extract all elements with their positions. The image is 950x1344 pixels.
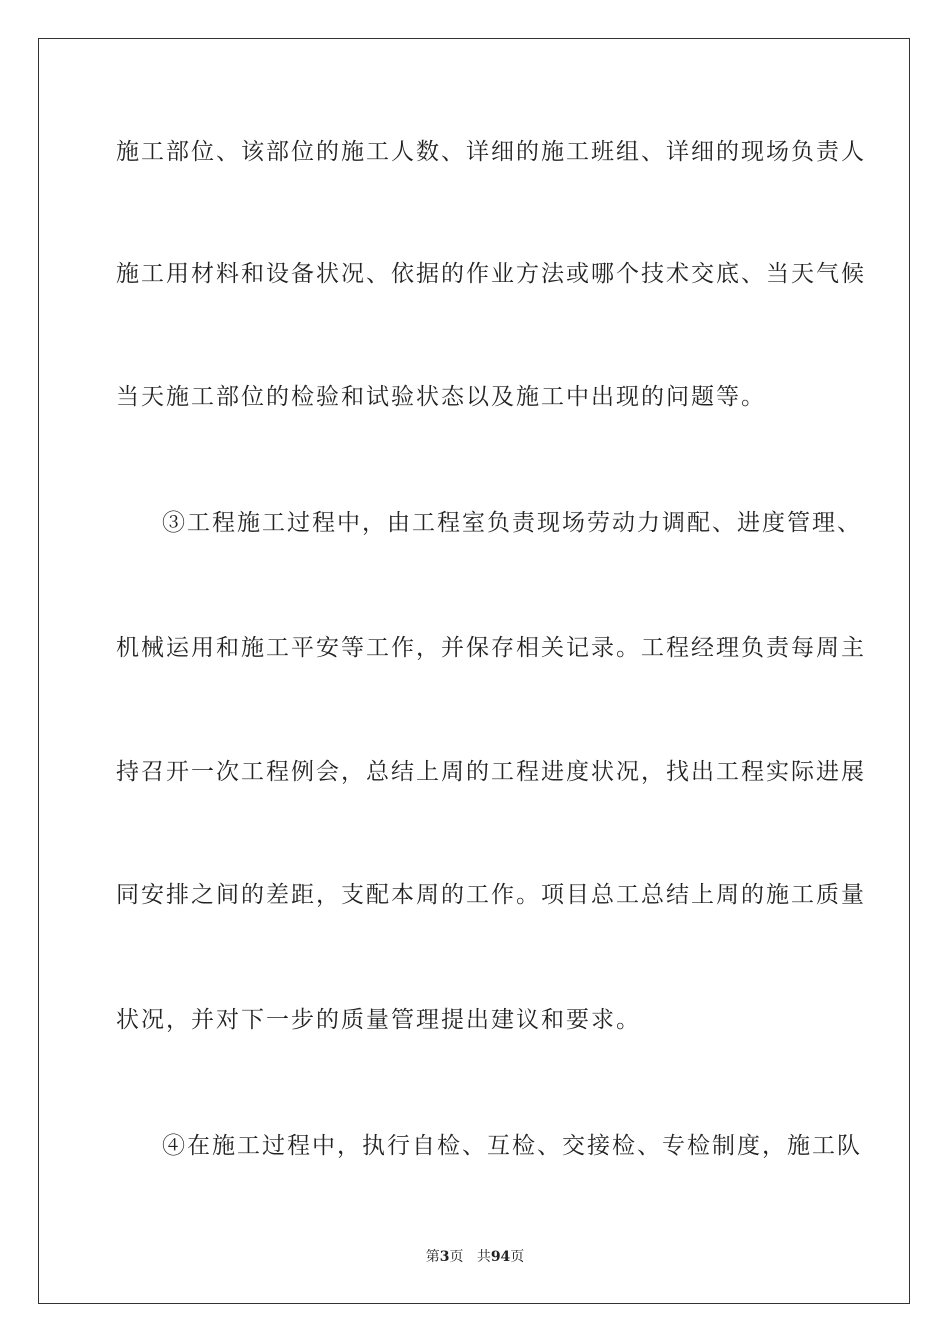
page-footer [0, 1248, 950, 1266]
body-line-8: 状况，并对下一步的质量管理提出建议和要求。 [116, 1007, 641, 1033]
body-line-1: 施工部位、该部位的施工人数、详细的施工班组、详细的现场负责人 [116, 139, 866, 165]
total-pages-number: 94 [490, 1249, 511, 1265]
footer-prefix: 第 [425, 1249, 440, 1265]
body-line-5: 机械运用和施工平安等工作，并保存相关记录。工程经理负责每周主 [116, 635, 866, 661]
body-line-7: 同安排之间的差距，支配本周的工作。项目总工总结上周的施工质量 [116, 882, 866, 908]
current-page-number: 3 [439, 1249, 450, 1265]
body-line-6: 持召开一次工程例会，总结上周的工程进度状况，找出工程实际进展 [116, 759, 866, 785]
footer-page-suffix: 页 [449, 1249, 464, 1265]
body-line-3: 当天施工部位的检验和试验状态以及施工中出现的问题等。 [116, 384, 766, 410]
footer-total-prefix: 共 [476, 1249, 491, 1265]
body-line-4: ③工程施工过程中，由工程室负责现场劳动力调配、进度管理、 [162, 510, 862, 536]
page-border [38, 38, 910, 1304]
body-line-2: 施工用材料和设备状况、依据的作业方法或哪个技术交底、当天气候 [116, 261, 866, 287]
footer-total-suffix: 页 [510, 1249, 525, 1265]
body-line-9: ④在施工过程中，执行自检、互检、交接检、专检制度，施工队 [162, 1133, 862, 1159]
